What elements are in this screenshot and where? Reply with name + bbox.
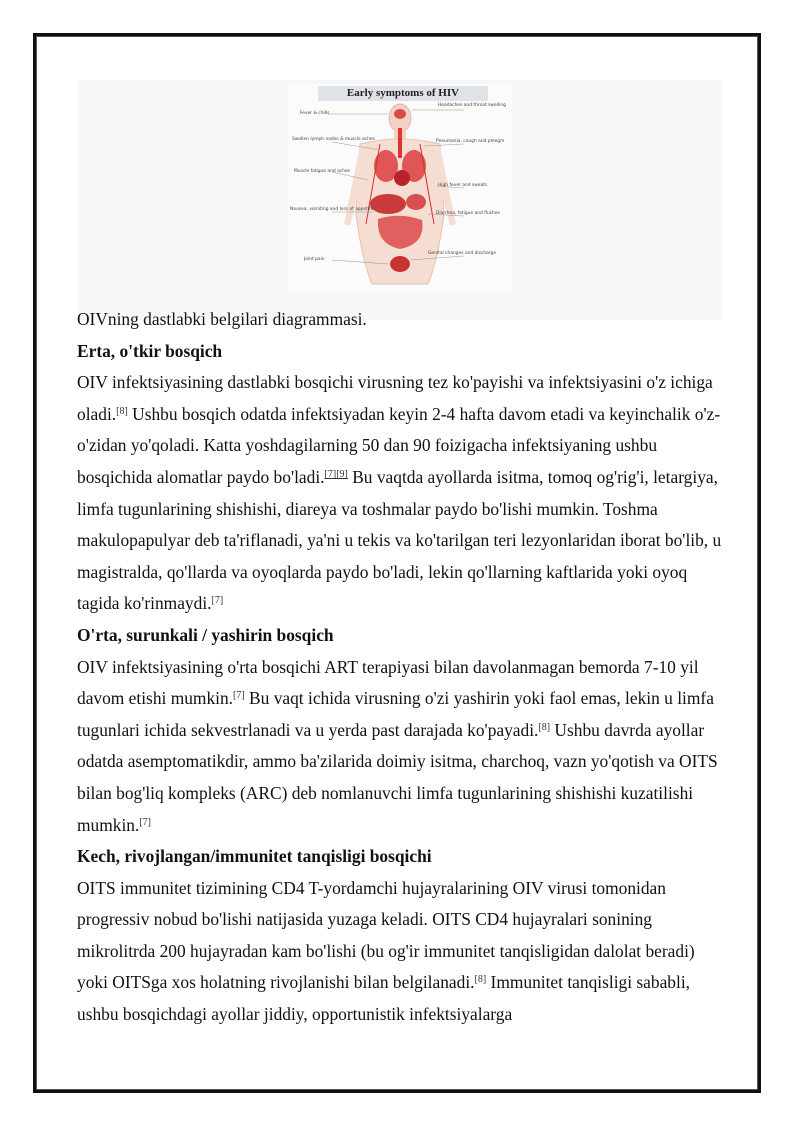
figure-label-right-4: Diarrhea, fatigue and flushes — [436, 211, 500, 216]
article-body — [77, 304, 727, 1031]
hiv-symptoms-figure — [288, 84, 512, 292]
figure-label-left-4: Nausea, vomiting and loss of appetite — [290, 207, 374, 212]
paragraph-text: OIV infektsiyasining dastlabki bosqichi virusning tez ko'payishi va infektsiyasini o'z ichiga oladi. — [77, 372, 713, 424]
paragraph-text: Ushbu bosqich odatda infektsiyadan keyin 2-4 hafta davom etadi va keyinchalik o'z-o'zidan yo'qoladi. Katta yoshdagilarning 50 dan 90 foizigacha infektsiyaning ushbu bosqichida alomatlar paydo bo'ladi. — [77, 403, 721, 487]
figure-label-right-3: High fever and sweats — [438, 183, 488, 188]
paragraph-text: Bu vaqtda ayollarda isitma, tomoq og'rig'i, letargiya, limfa tugunlarining shishishi, diareya va toshmalar paydo bo'lishi mumkin. Toshma makulopapulyar deb ta'riflanadi, ya'ni u tekis va ko'tarilgan teri lezyonlaridan iborat bo'lib, u magistralda, qo'llarda va oyoqlarda paydo bo'ladi, lekin qo'llarning kaftlarida yoki oyoq tagida ko'rinmaydi. — [77, 466, 722, 614]
figure-label-right-2: Pneumonia, cough and phlegm — [436, 139, 505, 144]
citation-ref[interactable] — [325, 469, 337, 480]
paragraph-text: Ushbu davrda ayollar odatda asemptomatikdir, ammo ba'zilarida doimiy isitma, charchoq, vazn yo'qotish va OITS bilan bog'liq kompleks (ARC) deb nomlanuvchi limfa tugunlarining shishishi kuzatilishi mumkin. — [77, 719, 718, 835]
citation-link[interactable]: [9] — [336, 468, 348, 480]
figure-label-left-2: Swollen lymph nodes & muscle aches — [292, 137, 375, 142]
paragraph-text: Bu vaqt ichida virusning o'zi yashirin yoki faol emas, lekin u limfa tugunlari ichida sekvestrlanadi va u yerda past darajada ko'payadi. — [77, 688, 714, 740]
section-heading: O'rta, surunkali / yashirin bosqich — [77, 624, 334, 645]
paragraph — [77, 873, 727, 1031]
paragraph-text: OITS immunitet tizimining CD4 T-yordamchi hujayralarining OIV virusi tomonidan progressiv nobud bo'lishi natijasida yuzaga keladi. OITS CD4 hujayralari sonining mikrolitrda 200 hujayradan kam bo'lishi (bu og'ir immunitet tanqisligidan dalolat beradi) yoki OITSga xos holatning rivojlanishi bilan belgilanadi. — [77, 877, 695, 993]
citation-ref[interactable] — [336, 469, 348, 480]
citation-ref: [8] — [116, 405, 128, 417]
figure-label-left-3: Muscle fatigue and aches — [294, 169, 350, 174]
figure-label-right-5: Genital changes and discharge — [428, 251, 497, 256]
citation-ref: [7] — [233, 690, 245, 702]
figure-label-left-5: Joint pain — [304, 257, 325, 262]
citation-ref: [7] — [139, 816, 151, 828]
citation-link[interactable]: [7] — [324, 468, 337, 480]
paragraph-text: OIV infektsiyasining o'rta bosqichi ART terapiyasi bilan davolanmagan bemorda 7-10 yil davom etishi mumkin. — [77, 656, 699, 709]
citation-ref: [8] — [538, 721, 551, 733]
paragraph — [77, 367, 727, 620]
figure-label-left-1: Fever & chills — [300, 111, 330, 116]
paragraph-text: Immunitet tanqisligi sababli, ushbu bosqichdagi ayollar jiddiy, opportunistik infektsiyalarga — [77, 972, 691, 1025]
paragraph — [77, 652, 727, 842]
citation-ref: [8] — [474, 974, 487, 986]
figure-title: Early symptoms of HIV — [318, 86, 488, 101]
section-heading: Erta, o'tkir bosqich — [77, 340, 223, 361]
citation-ref: [7] — [211, 595, 224, 607]
body-diagram-icon — [288, 84, 512, 292]
figure-label-right-1: Headaches and throat swelling — [438, 103, 506, 108]
section-heading: Kech, rivojlangan/immunitet tanqisligi bosqichi — [77, 846, 432, 867]
figure-caption: OIVning dastlabki belgilari diagrammasi. — [77, 309, 367, 329]
